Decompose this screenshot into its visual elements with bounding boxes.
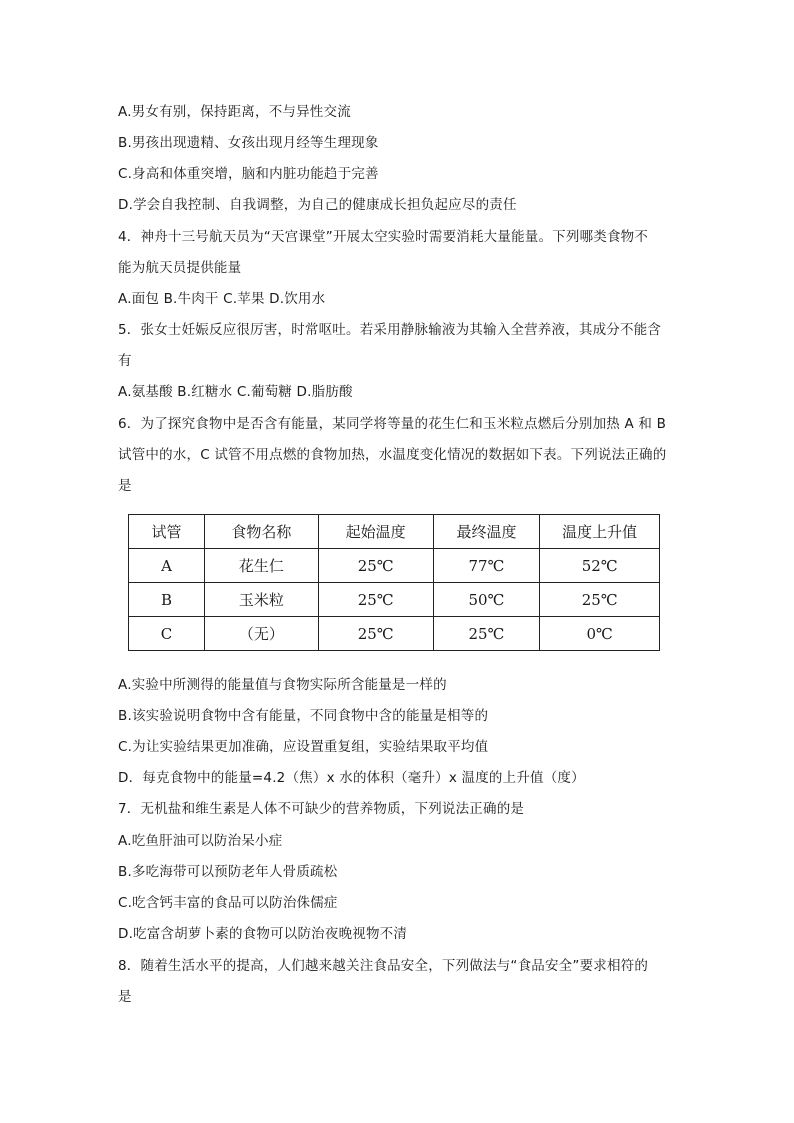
question-5-line1: 5．张女士妊娠反应很厉害，时常呕吐。若采用静脉输液为其输入全营养液，其成分不能含 (118, 322, 662, 338)
question-7: 7．无机盐和维生素是人体不可缺少的营养物质，下列说法正确的是 (118, 801, 525, 817)
option-7c: C.吃含钙丰富的食品可以防治侏儒症 (118, 895, 338, 911)
question-6-line3: 是 (118, 478, 132, 494)
option-6b: B.该实验说明食物中含有能量，不同食物中含的能量是相等的 (118, 708, 489, 724)
option-7b: B.多吃海带可以预防老年人骨质疏松 (118, 864, 338, 880)
table-cell: A (129, 549, 205, 583)
option-3c: C.身高和体重突增，脑和内脏功能趋于完善 (118, 166, 379, 182)
option-6d: D．每克食物中的能量=4.2（焦）x 水的体积（毫升）x 温度的上升值（度） (118, 770, 585, 786)
table-cell: 花生仁 (204, 549, 318, 583)
option-6c: C.为让实验结果更加准确，应设置重复组，实验结果取平均值 (118, 739, 489, 755)
table-header: 试管 (129, 515, 205, 549)
table-cell: 25℃ (318, 549, 433, 583)
table-cell: 50℃ (433, 583, 540, 617)
table-cell: 玉米粒 (204, 583, 318, 617)
table-header: 最终温度 (433, 515, 540, 549)
question-4-options: A.面包 B.牛肉干 C.苹果 D.饮用水 (118, 291, 326, 307)
question-5-options: A.氨基酸 B.红糖水 C.葡萄糖 D.脂肪酸 (118, 384, 353, 400)
temperature-table (128, 514, 660, 651)
table-header: 食物名称 (204, 515, 318, 549)
question-8-line1: 8．随着生活水平的提高，人们越来越关注食品安全，下列做法与“食品安全”要求相符的 (118, 958, 649, 974)
table-header-row (129, 515, 660, 549)
table-row (129, 617, 660, 651)
table-cell: （无） (204, 617, 318, 651)
table-cell: 0℃ (540, 617, 660, 651)
table-cell: 77℃ (433, 549, 540, 583)
option-6a: A.实验中所测得的能量值与食物实际所含能量是一样的 (118, 677, 447, 693)
option-7d: D.吃富含胡萝卜素的食物可以防治夜晚视物不清 (118, 926, 408, 942)
table-cell: 25℃ (318, 617, 433, 651)
option-3d: D.学会自我控制、自我调整，为自己的健康成长担负起应尽的责任 (118, 197, 517, 213)
table-cell: 52℃ (540, 549, 660, 583)
table-header: 起始温度 (318, 515, 433, 549)
option-7a: A.吃鱼肝油可以防治呆小症 (118, 833, 283, 849)
table-row (129, 549, 660, 583)
table-cell: C (129, 617, 205, 651)
table-cell: 25℃ (318, 583, 433, 617)
question-4-line2: 能为航天员提供能量 (118, 260, 242, 276)
table-cell: 25℃ (433, 617, 540, 651)
question-6-line2: 试管中的水，C 试管不用点燃的食物加热，水温度变化情况的数据如下表。下列说法正确的 (118, 447, 667, 463)
option-3b: B.男孩出现遗精、女孩出现月经等生理现象 (118, 135, 379, 151)
table-cell: 25℃ (540, 583, 660, 617)
question-4-line1: 4．神舟十三号航天员为“天宫课堂”开展太空实验时需要消耗大量能量。下列哪类食物不 (118, 229, 649, 245)
table-row (129, 583, 660, 617)
question-6-line1: 6．为了探究食物中是否含有能量，某同学将等量的花生仁和玉米粒点燃后分别加热 A 和 B (118, 416, 667, 432)
question-8-line2: 是 (118, 989, 132, 1005)
question-5-line2: 有 (118, 353, 132, 369)
table-header: 温度上升值 (540, 515, 660, 549)
option-3a: A.男女有别，保持距离，不与异性交流 (118, 104, 351, 120)
table-cell: B (129, 583, 205, 617)
